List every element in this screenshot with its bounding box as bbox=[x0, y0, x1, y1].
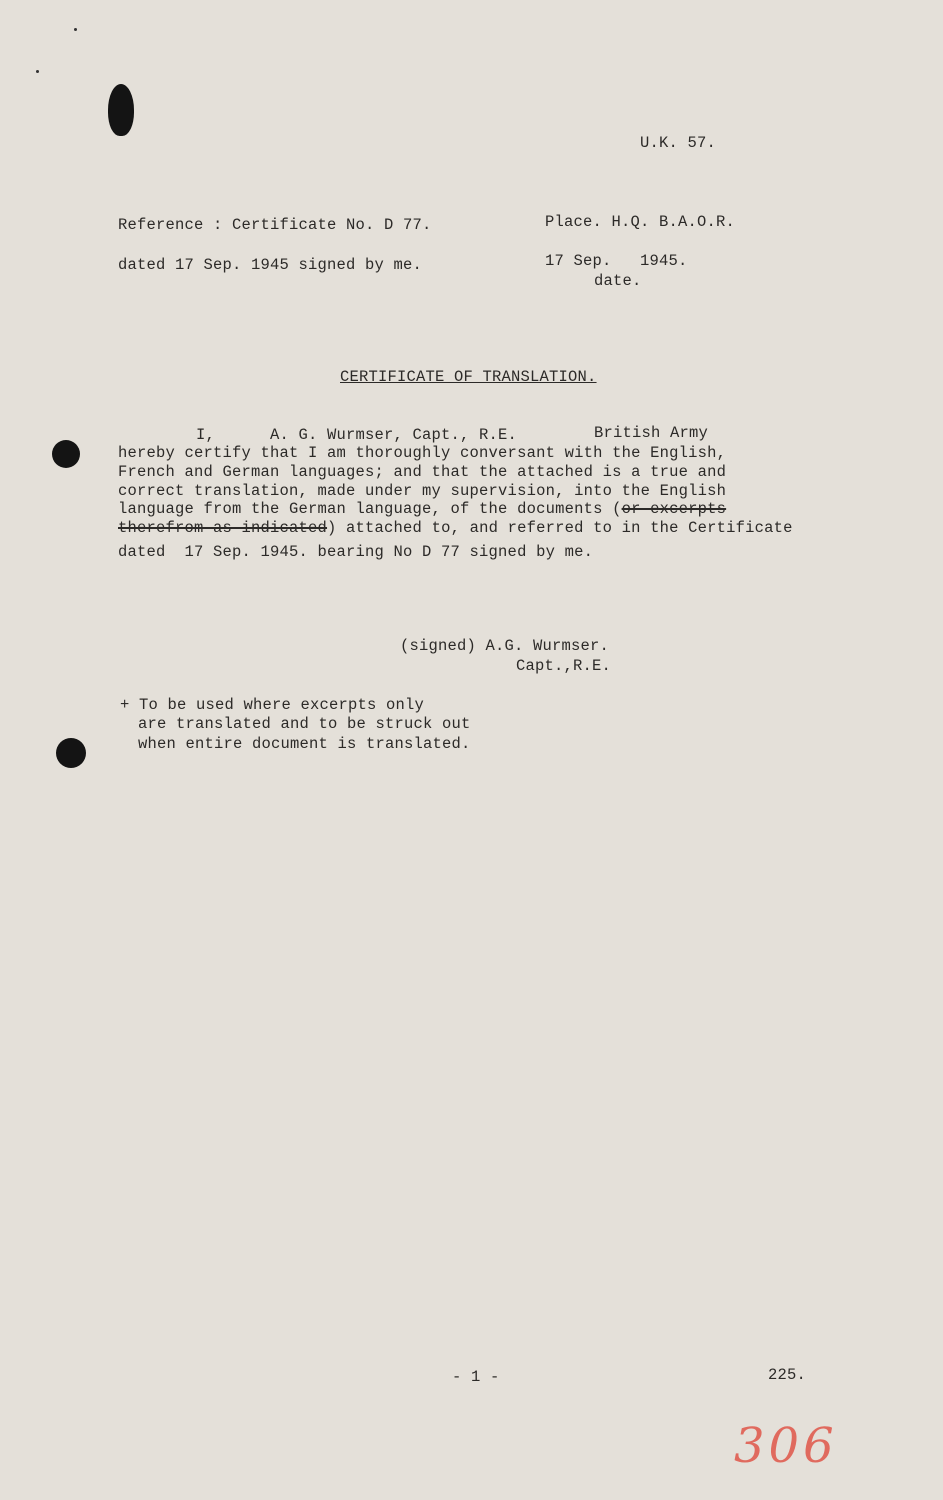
speck-1 bbox=[74, 28, 77, 31]
page-number: - 1 - bbox=[452, 1368, 500, 1386]
handwritten-number: 306 bbox=[734, 1418, 838, 1474]
signature-rank: Capt.,R.E. bbox=[516, 657, 612, 675]
certificate-title: CERTIFICATE OF TRANSLATION. bbox=[340, 368, 597, 386]
speck-2 bbox=[36, 70, 39, 73]
footnote-line-2: are translated and to be struck out bbox=[138, 715, 471, 733]
date-label: date. bbox=[594, 272, 642, 290]
footnote-line-3: when entire document is translated. bbox=[138, 735, 471, 753]
body-line-1a: I, bbox=[196, 426, 216, 444]
footnote-line-1: + To be used where excerpts only bbox=[120, 696, 425, 714]
reference-line: Reference : Certificate No. D 77. bbox=[118, 216, 432, 234]
punch-hole-bottom bbox=[56, 738, 86, 768]
body-line-7: dated 17 Sep. 1945. bearing No D 77 signed by me. bbox=[118, 543, 594, 561]
signature-name: (signed) A.G. Wurmser. bbox=[400, 637, 610, 655]
document-code: U.K. 57. bbox=[640, 134, 717, 152]
body-line-5 bbox=[118, 500, 726, 518]
body-line-6 bbox=[118, 519, 793, 537]
struck-therefrom-text: therefrom as indicated bbox=[118, 519, 328, 537]
date-value: 17 Sep. 1945. bbox=[545, 252, 688, 270]
dated-line: dated 17 Sep. 1945 signed by me. bbox=[118, 256, 423, 274]
body-line-6-text: ) attached to, and referred to in the Certificate bbox=[327, 519, 793, 537]
punch-hole-middle bbox=[52, 440, 80, 468]
folio-number: 225. bbox=[768, 1366, 807, 1384]
body-line-1c: British Army bbox=[594, 424, 709, 442]
body-line-4: correct translation, made under my supervision, into the English bbox=[118, 482, 727, 500]
body-line-2: hereby certify that I am thoroughly conversant with the English, bbox=[118, 444, 727, 462]
punch-hole-top bbox=[108, 84, 134, 136]
struck-excerpts-text: or excerpts bbox=[621, 500, 727, 518]
body-line-1b: A. G. Wurmser, Capt., R.E. bbox=[270, 426, 518, 444]
body-line-5-text: language from the German language, of the documents ( bbox=[118, 500, 622, 518]
body-line-3: French and German languages; and that the attached is a true and bbox=[118, 463, 727, 481]
place-line: Place. H.Q. B.A.O.R. bbox=[545, 213, 736, 231]
